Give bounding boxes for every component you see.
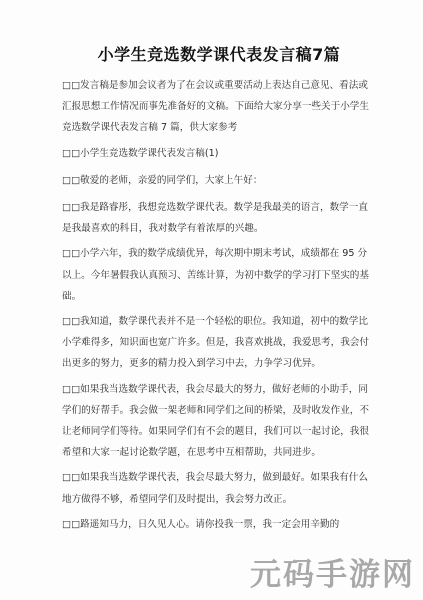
paragraph-grades: □□小学六年，我的数学成绩优异，每次期中期末考试，成绩都在 95 分以上。今年暑假我认真预习、苦练计算，为初中数学的学习打下坚实的基础。 (62, 248, 369, 302)
document-title: 小学生竞选数学课代表发言稿7篇 (97, 45, 341, 64)
paragraph-closing: □□路遥知马力，日久见人心。请你投我一票，我一定会用辛勤的 (62, 518, 340, 530)
paragraph-promise: □□如果我当选数学课代表，我会尽最大的努力，做好老师的小助手，同学们的好帮手。我会做一架老师和同学们之间的桥梁，及时收发作业，不让老师同学们等待。如果同学们有不会的题目，我们可以一起讨论，我很希望和大家一起讨论数学题，在思考中互相帮助，共同进步。 (62, 383, 369, 459)
paragraph-intro: □□发言稿是参加会议者为了在会议或重要活动上表达自己意见、看法或汇报思想工作情况而事先准备好的文稿。下面给大家分享一些关于小学生竞选数学课代表发言稿 7 篇，供大家参考 (62, 80, 369, 134)
paragraph-challenge: □□我知道，数学课代表并不是一个轻松的职位。我知道，初中的数学比小学难得多，知识面也宽广许多。但是，我喜欢挑战，我爱思考，我会付出更多的努力，更多的精力投入到学习中去，力争学习优异。 (62, 316, 369, 370)
document-body (62, 42, 376, 539)
paragraph-section-heading: □□小学生竞选数学课代表发言稿(1) (62, 147, 219, 159)
paragraph-greeting: □□敬爱的老师，亲爱的同学们，大家上午好： (62, 174, 263, 186)
watermark-logo: 元码手游网 (250, 557, 415, 593)
paragraph-improve: □□如果我当选数学课代表，我会尽最大努力，做到最好。如果我有什么地方做得不够，希望同学们及时提出，我会努力改正。 (62, 472, 368, 505)
paragraph-self-intro: □□我是路睿彤，我想竞选数学课代表。数学是我最美的语言，数学一直是我最喜欢的科目，我对数学有着浓厚的兴趣。 (62, 202, 368, 235)
